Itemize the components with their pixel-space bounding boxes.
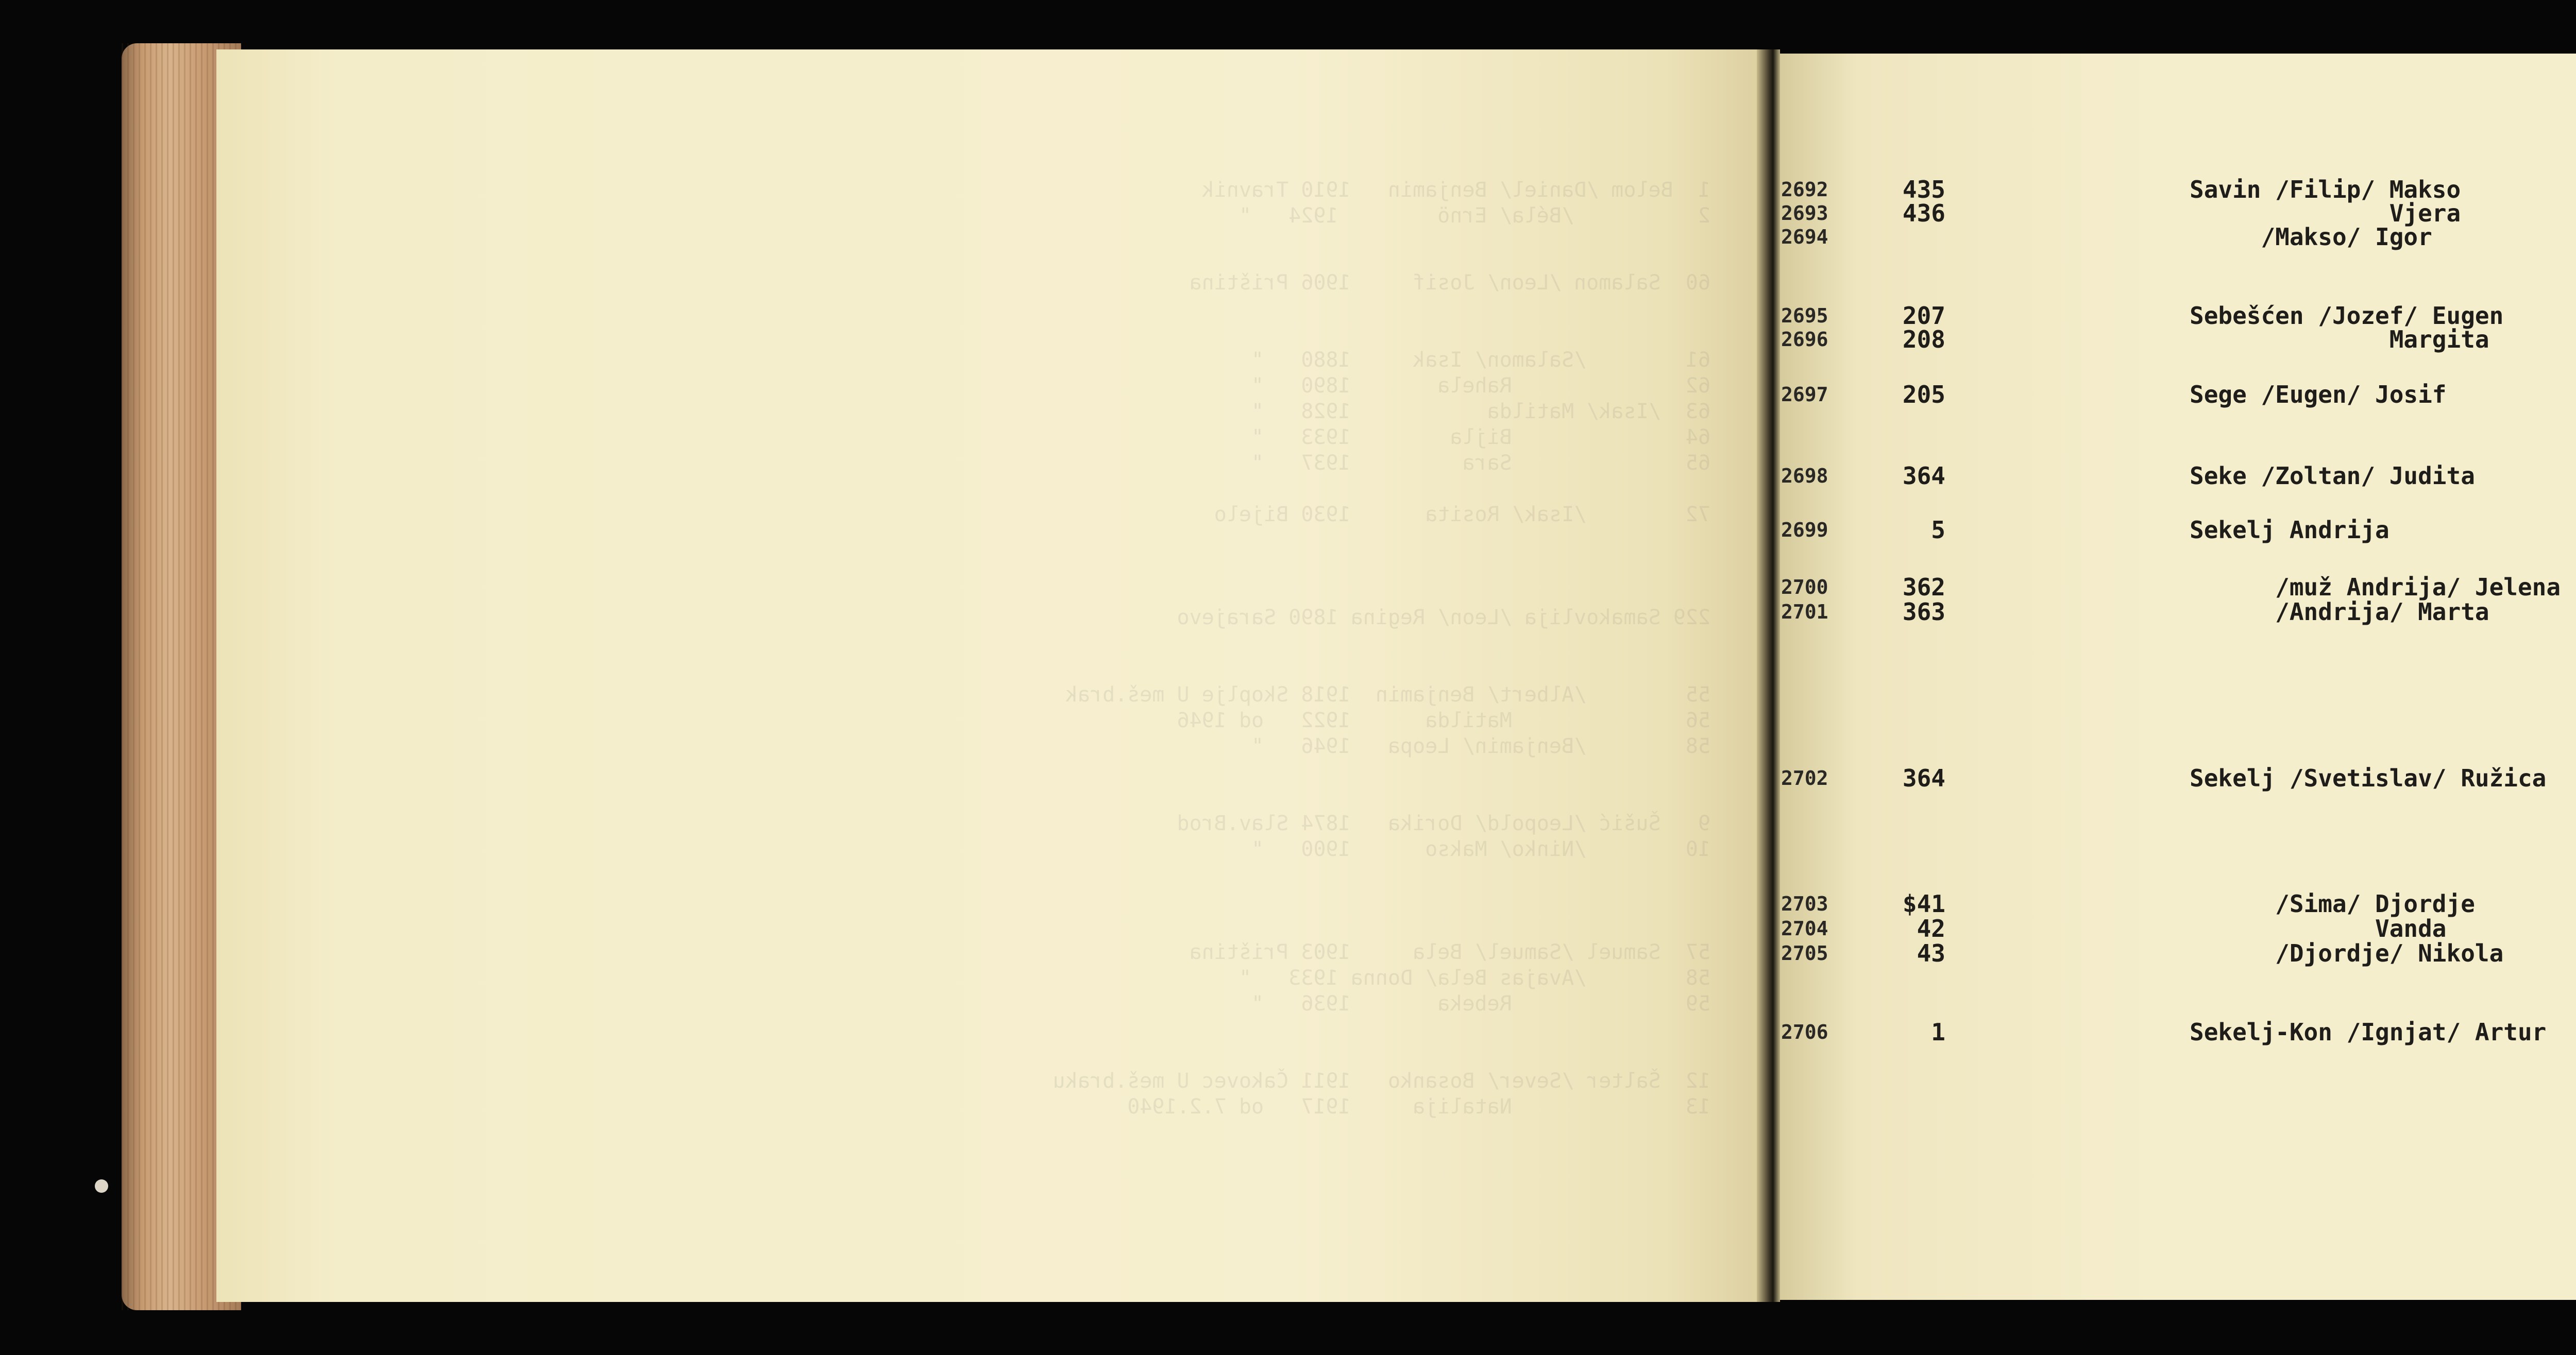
ledger-row xyxy=(1781,624,2576,651)
bleed-line: 65 Sara 1937 " xyxy=(1251,451,1710,475)
bleed-line: 58 /Benjamin/ Leopa 1946 " xyxy=(1251,734,1710,758)
bleed-line: 58 /Avajas Bela/ Donna 1933 " xyxy=(1239,966,1710,990)
list-number: 364 xyxy=(1902,462,1945,490)
ledger-row xyxy=(1781,326,2576,353)
bleed-line: 56 Matilda 1922 od 1946 xyxy=(1177,709,1710,732)
ledger-row xyxy=(1781,517,2576,543)
list-number: 208 xyxy=(1902,325,1945,353)
person-name: Vanda xyxy=(2190,915,2447,942)
person-name: Sebešćen /Jozef/ Eugen xyxy=(2190,302,2504,330)
list-number: 5 xyxy=(1931,516,1945,544)
ledger-row xyxy=(1781,890,2576,917)
reg-number: 2701 xyxy=(1781,601,1828,623)
bleed-line: 1 Belom /Daniel/ Benjamin 1910 Travnik xyxy=(1201,178,1710,202)
person-name: Margita xyxy=(2190,325,2489,353)
bleed-line: 12 Šalter /Sever/ Bosanko 1911 Čakovec U meš.braku xyxy=(1053,1069,1710,1093)
bleed-line: 59 Rebeka 1936 " xyxy=(1251,992,1710,1016)
bleed-line: 13 Natalija 1917 od 7.2.1940 xyxy=(1127,1095,1710,1119)
list-number: 435 xyxy=(1902,176,1945,203)
bleed-line: 2 /Béla/ Ernö 1924 " xyxy=(1239,204,1710,228)
bleed-line: 10 /Ninko/ Makso 1900 " xyxy=(1251,837,1710,861)
ledger-row xyxy=(1781,765,2576,792)
list-number: 364 xyxy=(1902,764,1945,792)
ledger-row xyxy=(1781,676,2576,702)
person-name: Seke /Zoltan/ Judita xyxy=(2190,462,2475,490)
list-number: 42 xyxy=(1917,915,1945,942)
reg-number: 2696 xyxy=(1781,328,1828,351)
person-name: Sege /Eugen/ Josif xyxy=(2190,381,2447,408)
bleed-line: 9 Šušić /Leopold/ Dorika 1874 Slav.Brod xyxy=(1177,812,1710,835)
list-number: $41 xyxy=(1902,890,1945,918)
reg-number: 2693 xyxy=(1781,202,1828,225)
ledger-row xyxy=(1781,462,2576,489)
reg-number: 2700 xyxy=(1781,576,1828,598)
bleed-line: 62 Rahela 1890 " xyxy=(1251,374,1710,398)
ledger-row xyxy=(1781,791,2576,817)
person-name: Sekelj-Kon /Ignjat/ Artur xyxy=(2190,1018,2547,1046)
person-name: /Makso/ Igor xyxy=(2190,223,2432,251)
person-name: Vjera xyxy=(2190,199,2461,227)
binding-tick xyxy=(95,1179,108,1193)
ledger-row xyxy=(1781,547,2576,574)
person-name: /muž Andrija/ Jelena xyxy=(2190,573,2561,601)
reg-number: 2705 xyxy=(1781,942,1828,965)
person-name: Sekelj Andrija xyxy=(2190,516,2389,544)
list-number: 362 xyxy=(1902,573,1945,601)
reg-number: 2699 xyxy=(1781,519,1828,541)
person-name: /Sima/ Djordje xyxy=(2190,890,2475,918)
ledger-row xyxy=(1781,940,2576,967)
reg-number: 2704 xyxy=(1781,917,1828,940)
bleed-line: 60 Salamon /Leon/ Josif 1906 Priština xyxy=(1189,271,1710,295)
reg-number: 2694 xyxy=(1781,226,1828,248)
person-name: Sekelj /Svetislav/ Ružica xyxy=(2190,764,2547,792)
reg-number: 2697 xyxy=(1781,383,1828,406)
person-name: /Andrija/ Marta xyxy=(2190,598,2489,626)
bleed-line: 55 /Albert/ Benjamin 1918 Skoplje U meš.brak xyxy=(1065,683,1710,707)
right-page xyxy=(1780,54,2576,1300)
list-number: 207 xyxy=(1902,302,1945,330)
bleed-line: 57 Samuel /Samuel/ Bela 1903 Priština xyxy=(1189,940,1710,964)
ledger-row xyxy=(1781,816,2576,843)
bleed-line: 229 Samakovlija /Leon/ Regina 1890 Sarajevo xyxy=(1177,606,1710,629)
book-gutter xyxy=(1757,49,1780,1302)
reg-number: 2695 xyxy=(1781,304,1828,327)
bleed-line: 63 /Isak/ Matilda 1928 " xyxy=(1251,400,1710,423)
ledger-row xyxy=(1781,598,2576,625)
left-page xyxy=(216,49,1757,1302)
ledger-row xyxy=(1781,650,2576,677)
list-number: 43 xyxy=(1917,939,1945,967)
ledger-row xyxy=(1781,915,2576,942)
list-number: 436 xyxy=(1902,199,1945,227)
reg-number: 2703 xyxy=(1781,893,1828,915)
person-name: Savin /Filip/ Makso xyxy=(2190,176,2461,203)
bleed-line: 61 /Salamon/ Isak 1880 " xyxy=(1251,348,1710,372)
reg-number: 2706 xyxy=(1781,1021,1828,1043)
bleed-line: 72 /Isak/ Rosita 1930 Bijelo xyxy=(1214,503,1710,526)
ledger-row xyxy=(1781,224,2576,250)
reg-number: 2698 xyxy=(1781,465,1828,487)
list-number: 1 xyxy=(1931,1018,1945,1046)
reg-number: 2692 xyxy=(1781,178,1828,201)
ledger-table xyxy=(1781,176,2576,1206)
ledger-row xyxy=(1781,574,2576,601)
list-number: 363 xyxy=(1902,598,1945,626)
list-number: 205 xyxy=(1902,381,1945,408)
bleed-line: 64 Bijla 1933 " xyxy=(1251,425,1710,449)
person-name: /Djordje/ Nikola xyxy=(2190,939,2504,967)
ledger-row xyxy=(1781,381,2576,408)
reg-number: 2702 xyxy=(1781,767,1828,790)
ledger-row xyxy=(1781,1019,2576,1045)
ledger-row xyxy=(1781,200,2576,227)
